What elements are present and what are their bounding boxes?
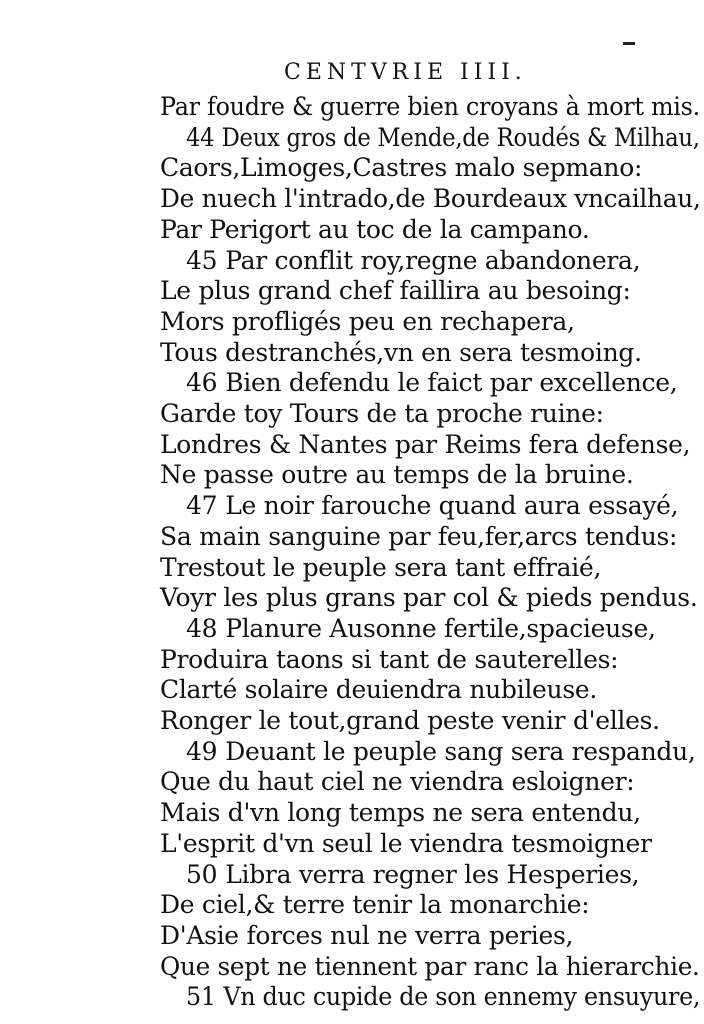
- verse-text: Ne passe outre au temps de la bruine.: [160, 460, 634, 490]
- verse-text: Deuant le peuple sang sera respandu,: [225, 736, 696, 766]
- verse-line: [160, 92, 700, 122]
- verse-line: [160, 890, 589, 920]
- verse-text: Caors,Limoges,Castres malo sepmano:: [160, 153, 643, 183]
- quatrain-first-line: [186, 123, 700, 153]
- quatrain-number: 46: [186, 368, 218, 398]
- verse-line: [160, 153, 642, 183]
- quatrain-first-line: [186, 737, 696, 767]
- verse-text: Que du haut ciel ne viendra esloigner:: [160, 767, 635, 797]
- verse-text: Sa main sanguine par feu,fer,arcs tendus:: [160, 521, 678, 551]
- verse-line: [160, 399, 604, 429]
- verse-line: [160, 829, 652, 859]
- verse-text: Garde toy Tours de ta proche ruine:: [160, 399, 604, 428]
- verse-line: [160, 522, 677, 552]
- quatrain-first-line: [186, 982, 700, 1012]
- verse-line: [160, 583, 697, 613]
- quatrain-first-line: [186, 614, 656, 644]
- quatrain-first-line: [186, 246, 640, 276]
- quatrain-first-line: [186, 860, 639, 890]
- verse-line: [160, 338, 642, 368]
- verse-text: Mais d'vn long temps ne sera entendu,: [160, 798, 641, 828]
- verse-line: [160, 767, 634, 797]
- quatrain-number: 49: [186, 736, 218, 766]
- verse-line: [160, 460, 633, 490]
- verse-text: Clarté solaire deuiendra nubileuse.: [160, 675, 597, 705]
- quatrain-number: 48: [186, 613, 218, 643]
- verse-line: [160, 921, 573, 951]
- verse-text: De ciel,& terre tenir la monarchie:: [160, 890, 590, 920]
- verse-text: Que sept ne tiennent par ranc la hierarchie.: [160, 951, 700, 981]
- verse-text: Tous destranchés,vn en sera tesmoing.: [160, 337, 642, 367]
- verse-text: Planure Ausonne fertile,spacieuse,: [225, 613, 656, 643]
- verse-text: Le noir farouche quand aura essayé,: [225, 491, 679, 521]
- verse-line: [160, 307, 575, 337]
- verse-text: L'esprit d'vn seul le viendra tesmoigner: [160, 828, 652, 858]
- verse-text: Par Perigort au toc de la campano.: [160, 214, 590, 244]
- quatrain-number: 45: [186, 245, 218, 275]
- verse-text: Mors profligés peu en rechapera,: [160, 306, 575, 336]
- verse-text: Par foudre & guerre bien croyans à mort mis.: [160, 92, 700, 121]
- quatrain-number: 50: [186, 859, 218, 889]
- verse-line: [160, 645, 618, 675]
- verse-text: Libra verra regner les Hesperies,: [225, 859, 640, 889]
- verse-text: Vn duc cupide de son ennemy ensuyure,: [223, 982, 701, 1012]
- quatrain-number: 44: [186, 122, 215, 152]
- verse-text: Produira taons si tant de sauterelles:: [160, 644, 619, 674]
- verse-line: [160, 184, 701, 214]
- verse-line: [160, 675, 597, 705]
- quatrain-number: 51: [186, 982, 216, 1012]
- verse-text: Voyr les plus grans par col & pieds pendus.: [160, 583, 698, 613]
- verse-text: Par conflit roy,regne abandonera,: [225, 245, 641, 275]
- verse-line: [160, 952, 700, 982]
- verse-line: [160, 706, 660, 736]
- verse-line: [160, 430, 690, 460]
- verse-text: De nuech l'intrado,de Bourdeaux vncailhau,: [160, 184, 701, 214]
- verse-line: [160, 215, 590, 245]
- verse-line: [160, 798, 641, 828]
- verse-text: Ronger le tout,grand peste venir d'elles.: [160, 706, 660, 735]
- quatrain-first-line: [186, 368, 677, 398]
- verse-line: [160, 276, 631, 306]
- verse-text: Deux gros de Mende,de Roudés & Milhau,: [221, 122, 700, 152]
- quatrain-first-line: [186, 491, 678, 521]
- verse-text: Londres & Nantes par Reims fera defense,: [160, 429, 691, 459]
- running-head: CENTVRIE IIII.: [284, 60, 527, 85]
- verse-text: Le plus grand chef faillira au besoing:: [160, 276, 631, 306]
- verse-text: Bien defendu le faict par excellence,: [225, 368, 678, 398]
- verse-text: D'Asie forces nul ne verra peries,: [160, 920, 574, 950]
- verse-line: [160, 553, 601, 583]
- quatrain-number: 47: [186, 491, 218, 521]
- verse-text: Trestout le peuple sera tant effraié,: [160, 552, 602, 582]
